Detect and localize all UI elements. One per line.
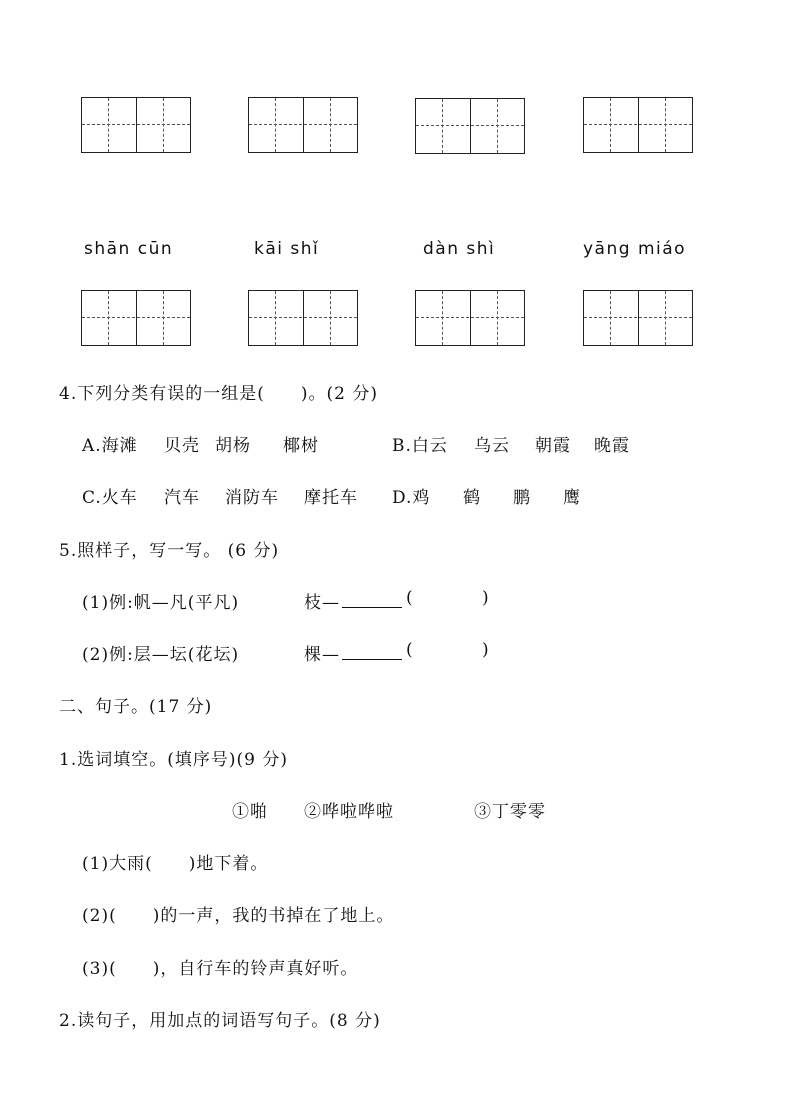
word-option: ③丁零零 (474, 802, 546, 822)
word-option: ①啪 (232, 802, 268, 822)
pinyin-label: shān cūn (84, 239, 174, 259)
char-box[interactable] (415, 98, 525, 154)
option-a-word: 贝壳 (164, 436, 200, 456)
paren-close: ) (482, 588, 490, 608)
option-d-word: 鹏 (513, 488, 531, 508)
option-c-word: 摩托车 (304, 488, 358, 508)
pinyin-label: dàn shì (423, 239, 496, 259)
question-4-title: 4.下列分类有误的一组是( )。(2 分) (59, 384, 378, 404)
char-box[interactable] (248, 290, 358, 346)
char-box[interactable] (81, 97, 191, 153)
option-c-label: C.火车 (82, 488, 138, 508)
q5-row-2-example: (2)例:层—坛(花坛) (82, 645, 240, 665)
answer-blank[interactable] (342, 644, 402, 660)
q5-row-1-char: 枝— (304, 593, 340, 613)
q5-row-2-char: 棵— (304, 645, 340, 665)
option-b-word: 乌云 (474, 436, 510, 456)
s1-item: (3)( )，自行车的铃声真好听。 (82, 959, 359, 979)
answer-blank[interactable] (342, 592, 402, 608)
char-box[interactable] (415, 290, 525, 346)
option-d-word: 鹤 (463, 488, 481, 508)
paren-open: ( (406, 588, 414, 608)
option-b-word: 朝霞 (535, 436, 571, 456)
q5-row-1-example: (1)例:帆—凡(平凡) (82, 593, 240, 613)
option-c-word: 汽车 (164, 488, 200, 508)
option-b-label: B.白云 (392, 436, 448, 456)
s1-item: (1)大雨( )地下着。 (82, 854, 269, 874)
paren-close: ) (482, 640, 490, 660)
char-box[interactable] (81, 290, 191, 346)
section-2-title: 二、句子。(17 分) (59, 697, 213, 717)
pinyin-label: yāng miáo (583, 239, 687, 259)
s2-title: 2.读句子，用加点的词语写句子。(8 分) (59, 1011, 381, 1031)
option-d-label: D.鸡 (392, 488, 431, 508)
word-option: ②哗啦哗啦 (304, 802, 394, 822)
char-box[interactable] (583, 290, 693, 346)
option-a-word: 胡杨 (215, 436, 251, 456)
char-box[interactable] (248, 97, 358, 153)
option-a-word: 椰树 (283, 436, 319, 456)
option-c-word: 消防车 (225, 488, 279, 508)
option-d-word: 鹰 (563, 488, 581, 508)
paren-open: ( (406, 640, 414, 660)
option-b-word: 晚霞 (594, 436, 630, 456)
s1-item: (2)( )的一声，我的书掉在了地上。 (82, 906, 395, 926)
char-box[interactable] (583, 97, 693, 153)
question-5-title: 5.照样子，写一写。 (6 分) (59, 541, 280, 561)
s1-title: 1.选词填空。(填序号)(9 分) (59, 750, 288, 770)
option-a-label: A.海滩 (82, 436, 138, 456)
pinyin-label: kāi shǐ (254, 239, 320, 259)
